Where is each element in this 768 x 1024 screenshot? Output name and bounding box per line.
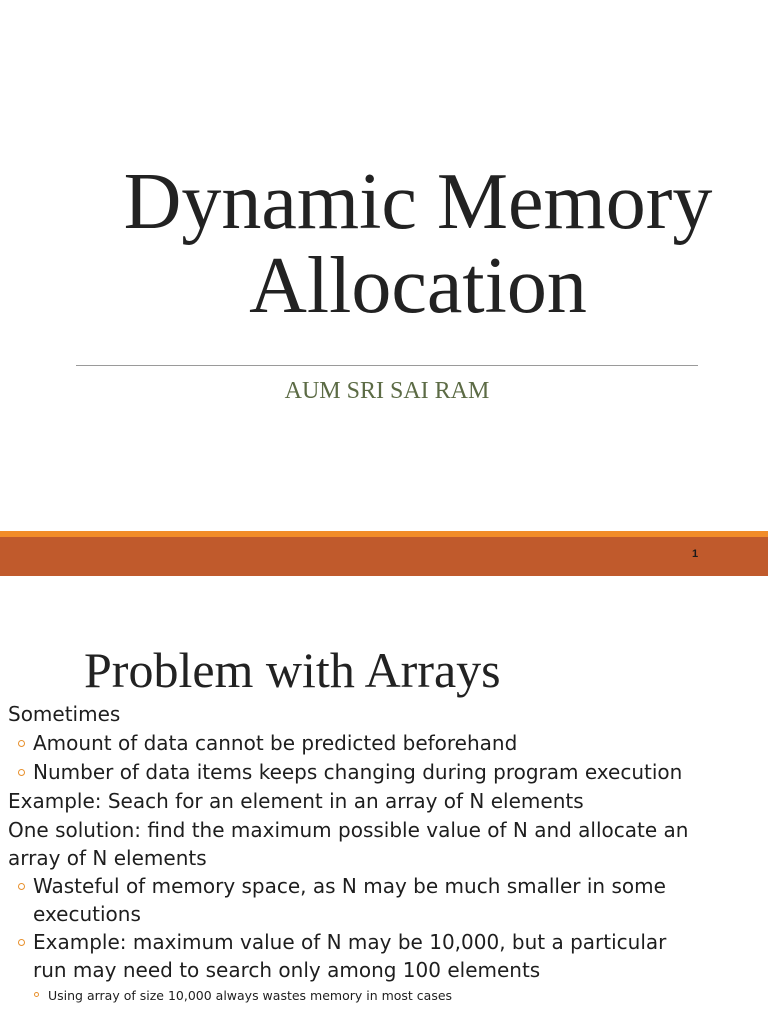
- bullet-level-2: Amount of data cannot be predicted beforehand: [8, 729, 748, 758]
- slide-title: [60, 160, 768, 328]
- bullet-level-3: Using array of size 10,000 always wastes memory in most cases: [8, 986, 748, 1006]
- bullet-level-1: Example: Seach for an element in an array of N elements: [8, 789, 584, 813]
- bullet-level-2: Example: maximum value of N may be 10,000, but a particular run may need to search only among 100 elements: [8, 928, 703, 984]
- slide-subtitle: AUM SRI SAI RAM: [284, 378, 490, 404]
- footer-band: [0, 537, 768, 576]
- slide-title-line-1: Dynamic Memory: [123, 158, 713, 246]
- bullet-level-1: One solution: find the maximum possible value of N and allocate an array of N elements: [8, 818, 689, 870]
- bullet-list: [8, 700, 748, 1006]
- slide-heading: Problem with Arrays: [84, 642, 501, 698]
- bullet-level-2: Wasteful of memory space, as N may be much smaller in some executions: [8, 872, 703, 928]
- bullet-level-1: Sometimes: [8, 702, 121, 726]
- slide-number: 1: [691, 548, 699, 560]
- slide-title-line-2: Allocation: [249, 242, 587, 330]
- content-slide: [0, 576, 768, 1024]
- bullet-level-2: Number of data items keeps changing during program execution: [8, 758, 748, 787]
- title-divider: [76, 365, 698, 366]
